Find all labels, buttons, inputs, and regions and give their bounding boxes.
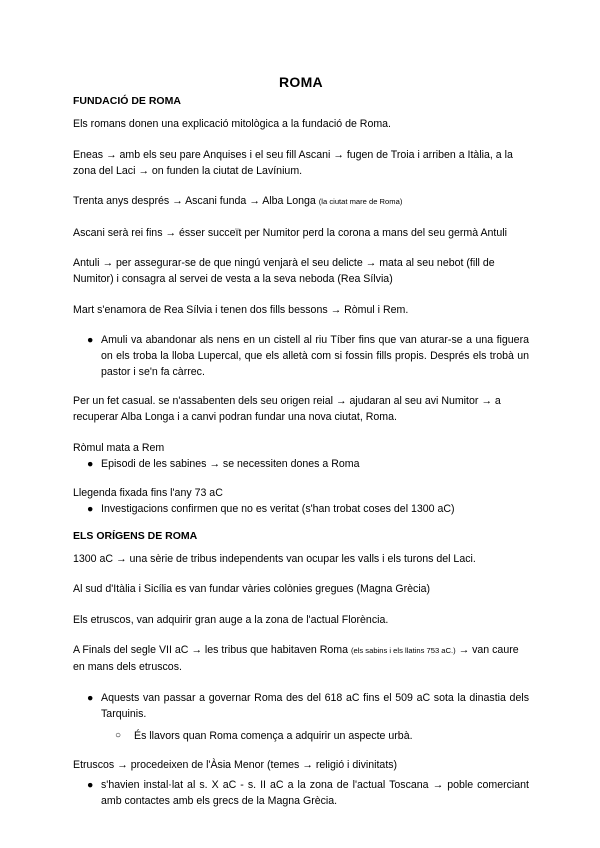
bullet-icon: ● <box>87 334 94 346</box>
bullet-icon: ● <box>87 778 94 791</box>
list-item-text: Episodi de les sabines → se necessiten dones a Roma <box>101 457 360 470</box>
list-item <box>73 728 529 744</box>
bullet-list <box>73 456 529 472</box>
hollow-bullet-icon: ○ <box>115 729 122 741</box>
paragraph-text: → van caure en mans dels etruscos. <box>73 644 519 673</box>
paragraph: Etruscos → procedeixen de l'Àsia Menor (temes → religió i divinitats) <box>73 758 398 771</box>
paragraph <box>73 193 529 210</box>
paragraph: Al sud d'Itàlia i Sicília es van fundar vàries colònies gregues (Magna Grècia) <box>73 583 431 595</box>
paragraph: Per un fet casual. se n'assabenten dels seu origen reial → ajudaran al seu avi Numitor → a recuperar Alba Longa i a canvi podran fundar una nova ciutat, Roma. <box>73 395 501 423</box>
list-item <box>73 456 529 472</box>
sub-bullet-list <box>73 728 529 744</box>
bullet-list <box>73 332 529 380</box>
paragraph: Llegenda fixada fins l'any 73 aC <box>73 486 223 499</box>
list-item <box>73 690 529 722</box>
paragraph-text: Trenta anys després → Ascani funda → Alba Longa <box>73 195 316 207</box>
list-item-text: Investigacions confirmen que no es veritat (s'han trobat coses del 1300 aC) <box>101 502 455 515</box>
paragraph-note: (la ciutat mare de Roma) <box>318 197 403 206</box>
bullet-icon: ● <box>87 457 94 470</box>
paragraph: Els etruscos, van adquirir gran auge a la zona de l'actual Florència. <box>73 613 389 626</box>
bullet-list <box>73 777 529 809</box>
paragraph: Antuli → per assegurar-se de que ningú venjarà el seu delicte → mata al seu nebot (fill de Numitor) i consagra al servei de vesta a la seva neboda (Rea Sílvia) <box>73 257 495 285</box>
paragraph: Mart s'enamora de Rea Sílvia i tenen dos fills bessons → Ròmul i Rem. <box>73 303 409 316</box>
list-item-text: És llavors quan Roma comença a adquirir un aspecte urbà. <box>134 729 413 742</box>
list-item <box>73 501 529 517</box>
paragraph: Els romans donen una explicació mitològica a la fundació de Roma. <box>73 118 391 130</box>
list-item-text: Amuli va abandonar als nens en un cistell al riu Tíber fins que van aturar-se a una figuera on els troba la lloba Lupercal, que els alletà com si fossin fills propis. Després els trobà un pastor i se'n fa càrrec. <box>101 334 529 378</box>
bullet-list <box>73 690 529 722</box>
paragraph-text: A Finals del segle VII aC → les tribus que habitaven Roma <box>73 644 348 656</box>
list-item-text: s'havien instal·lat al s. X aC - s. II aC a la zona de l'actual Toscana → poble comerciant amb contactes amb els grecs de la Magna Grècia. <box>101 778 529 807</box>
bullet-list <box>73 501 529 517</box>
paragraph: Eneas → amb els seu pare Anquises i el seu fill Ascani → fugen de Troia i arriben a Itàlia, a la zona del Laci → on funden la ciutat de Lavínium. <box>73 148 513 177</box>
list-item <box>73 332 529 380</box>
paragraph-note: (els sabins i els llatins 753 aC.) <box>350 646 456 655</box>
document-title: ROMA <box>279 74 323 90</box>
bullet-icon: ● <box>87 502 94 515</box>
section-heading-origens: ELS ORÍGENS DE ROMA <box>73 529 198 542</box>
document-page <box>73 74 529 822</box>
section-heading-fundacio: FUNDACIÓ DE ROMA <box>73 95 181 107</box>
list-item <box>73 777 529 809</box>
paragraph <box>73 642 529 675</box>
bullet-icon: ● <box>87 691 94 704</box>
paragraph: 1300 aC → una sèrie de tribus independents van ocupar les valls i els turons del Laci. <box>73 552 476 565</box>
paragraph: Ascani serà rei fins → ésser succeït per Numitor perd la corona a mans del seu germà Antuli <box>73 226 507 239</box>
list-item-text: Aquests van passar a governar Roma des del 618 aC fins el 509 aC sota la dinastia dels Tarquinis. <box>101 691 529 720</box>
paragraph: Ròmul mata a Rem <box>73 441 165 454</box>
